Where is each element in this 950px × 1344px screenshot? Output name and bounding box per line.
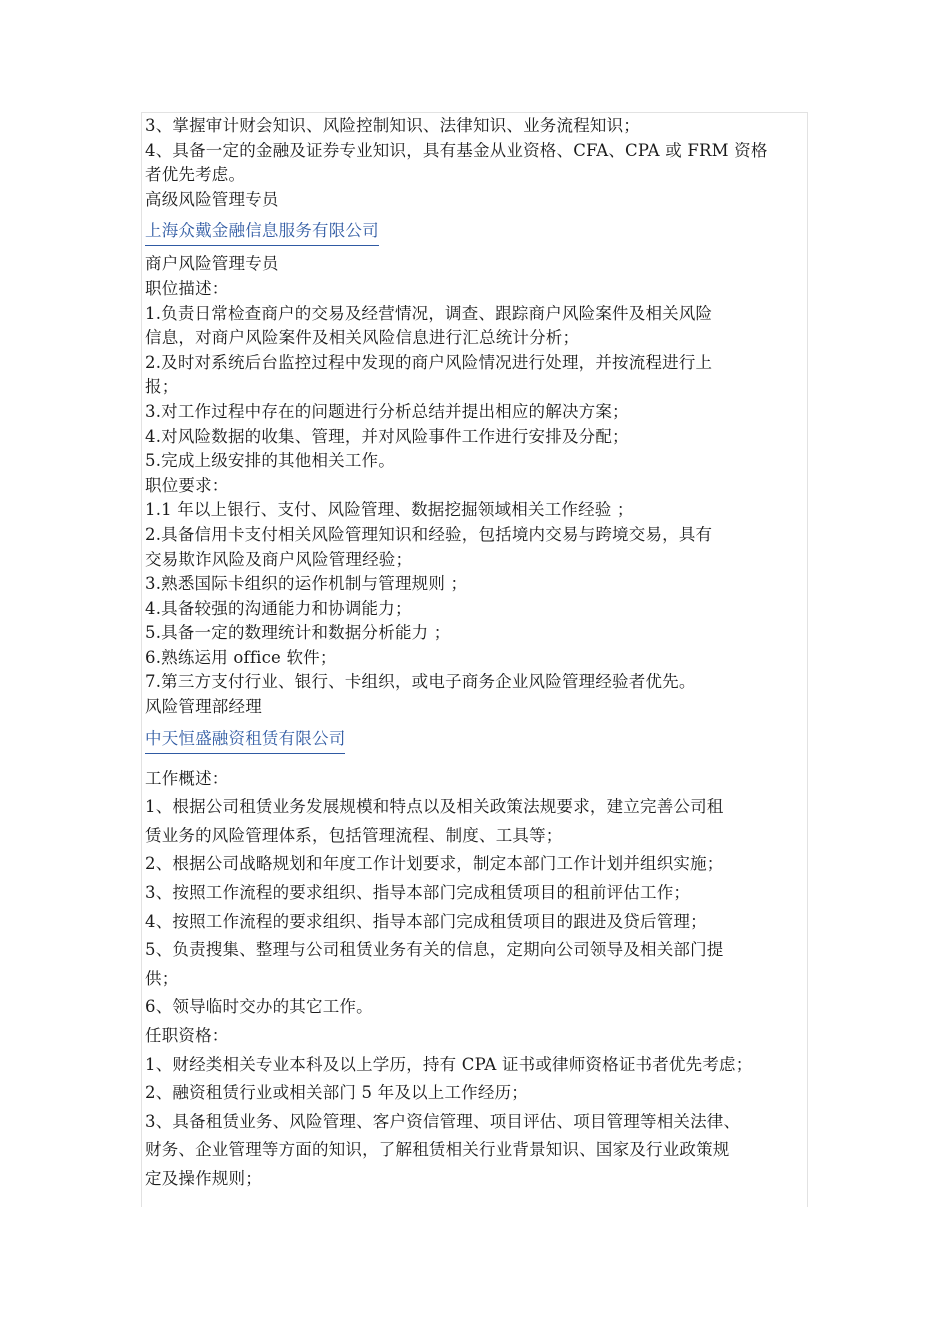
text-line: 报； bbox=[145, 377, 179, 397]
document-body bbox=[145, 114, 807, 1194]
text-line: 赁业务的风险管理体系，包括管理流程、制度、工具等； bbox=[145, 825, 563, 845]
text-line: 4、按照工作流程的要求组织、指导本部门完成租赁项目的跟进及贷后管理； bbox=[145, 911, 707, 931]
text-line: 定及操作规则； bbox=[145, 1168, 262, 1188]
text-line: 交易欺诈风险及商户风险管理经验； bbox=[145, 549, 413, 569]
leasing-risk-job-section bbox=[145, 765, 807, 1194]
job-title-merchant-risk-specialist: 商户风险管理专员 bbox=[145, 254, 279, 274]
text-line: 3、掌握审计财会知识、风险控制知识、法律知识、业务流程知识； bbox=[145, 116, 640, 135]
text-line: 3.对工作过程中存在的问题进行分析总结并提出相应的解决方案； bbox=[145, 401, 629, 421]
text-line: 信息，对商户风险案件及相关风险信息进行汇总统计分析； bbox=[145, 328, 580, 348]
text-line: 者优先考虑。 bbox=[145, 165, 246, 185]
text-line: 2、根据公司战略规划和年度工作计划要求，制定本部门工作计划并组织实施； bbox=[145, 854, 724, 874]
text-line: 6.熟练运用 office 软件； bbox=[145, 647, 337, 667]
text-line: 4.具备较强的沟通能力和协调能力； bbox=[145, 598, 412, 618]
text-line: 1.1 年以上银行、支付、风险管理、数据挖掘领域相关工作经验 ； bbox=[145, 500, 634, 520]
text-line: 1.负责日常检查商户的交易及经营情况，调查、跟踪商户风险案件及相关风险 bbox=[145, 303, 713, 323]
text-line: 2.具备信用卡支付相关风险管理知识和经验，包括境内交易与跨境交易，具有 bbox=[145, 524, 713, 544]
text-line: 供； bbox=[145, 968, 179, 988]
company-link-shanghai[interactable]: 上海众戴金融信息服务有限公司 bbox=[145, 218, 379, 246]
section-heading-job-description: 职位描述： bbox=[145, 278, 229, 298]
section-heading-qualifications: 任职资格： bbox=[145, 1026, 229, 1045]
requirements-continued-section bbox=[145, 114, 807, 212]
text-line: 4、具备一定的金融及证券专业知识，具有基金从业资格、CFA、CPA 或 FRM 资格 bbox=[145, 140, 768, 160]
text-line: 1、财经类相关专业本科及以上学历，持有 CPA 证书或律师资格证书者优先考虑； bbox=[145, 1054, 753, 1074]
text-line: 6、领导临时交办的其它工作。 bbox=[145, 997, 373, 1017]
text-line: 财务、企业管理等方面的知识，了解租赁相关行业背景知识、国家及行业政策规 bbox=[145, 1140, 730, 1160]
text-line: 3.熟悉国际卡组织的运作机制与管理规则 ； bbox=[145, 574, 468, 594]
text-line: 5.完成上级安排的其他相关工作。 bbox=[145, 451, 395, 471]
text-line: 7.第三方支付行业、银行、卡组织，或电子商务企业风险管理经验者优先。 bbox=[145, 672, 696, 692]
job-title-senior-risk-specialist: 高级风险管理专员 bbox=[145, 189, 279, 209]
text-line: 4.对风险数据的收集、管理，并对风险事件工作进行安排及分配； bbox=[145, 426, 629, 446]
company-link-zhongtian[interactable]: 中天恒盛融资租赁有限公司 bbox=[145, 726, 345, 754]
text-line: 5、负责搜集、整理与公司租赁业务有关的信息，定期向公司领导及相关部门提 bbox=[145, 940, 724, 960]
text-line: 3、具备租赁业务、风险管理、客户资信管理、项目评估、项目管理等相关法律、 bbox=[145, 1111, 741, 1131]
text-line: 2、融资租赁行业或相关部门 5 年及以上工作经历； bbox=[145, 1083, 528, 1103]
text-line: 2.及时对系统后台监控过程中发现的商户风险情况进行处理，并按流程进行上 bbox=[145, 352, 713, 372]
section-heading-work-overview: 工作概述： bbox=[145, 768, 229, 788]
text-line: 1、根据公司租赁业务发展规模和特点以及相关政策法规要求，建立完善公司租 bbox=[145, 797, 724, 817]
merchant-risk-job-section bbox=[145, 252, 807, 719]
section-heading-job-requirements: 职位要求： bbox=[145, 475, 229, 495]
text-line: 5.具备一定的数理统计和数据分析能力 ； bbox=[145, 623, 451, 643]
job-title-risk-management-manager: 风险管理部经理 bbox=[145, 697, 262, 717]
text-line: 3、按照工作流程的要求组织、指导本部门完成租赁项目的租前评估工作； bbox=[145, 883, 691, 903]
